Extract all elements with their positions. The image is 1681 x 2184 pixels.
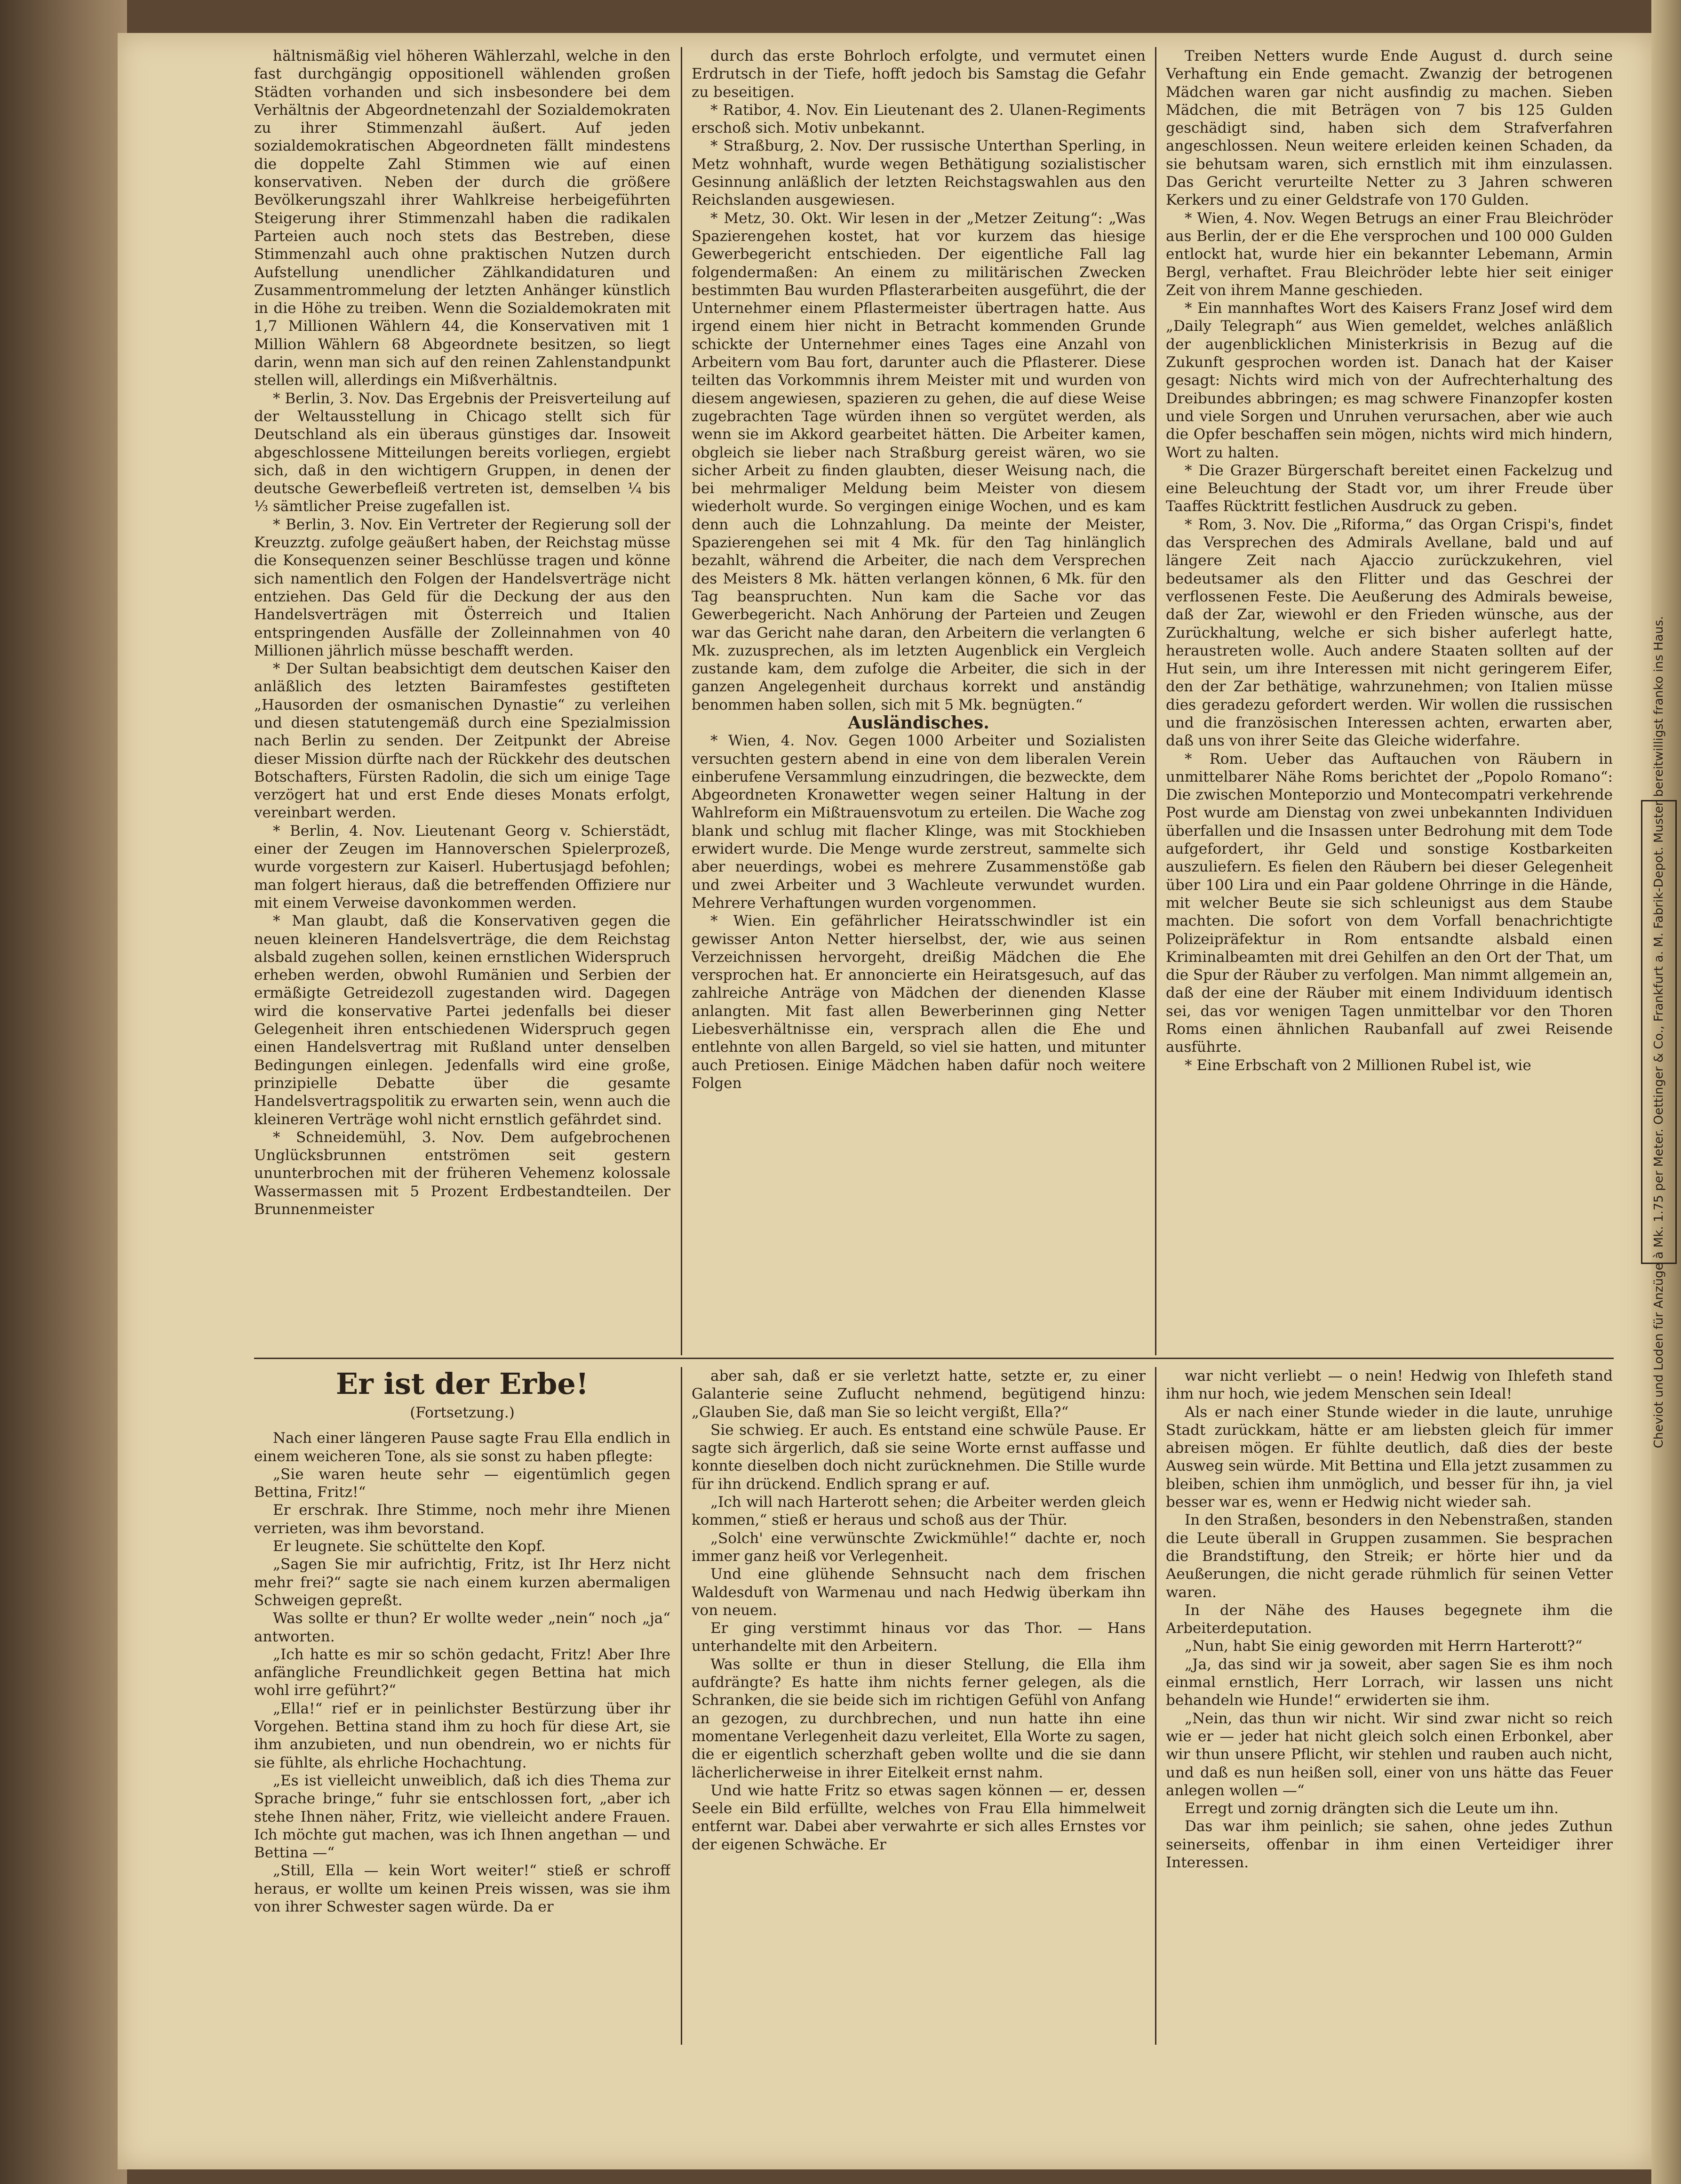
paragraph: „Ella!“ rief er in peinlichster Bestürzung über ihr Vorgehen. Bettina stand ihm zu hoch für diese Art, sie ihm anzubieten, und nun obendrein, wo er nichts für sie fühlte, als ehrliche Hochachtung.: [254, 1700, 670, 1771]
paragraph: Er leugnete. Sie schüttelte den Kopf.: [273, 1538, 546, 1555]
paragraph: * Wien, 4. Nov. Gegen 1000 Arbeiter und Sozialisten versuchten gestern abend in eine von dem liberalen Verein einberufene Versammlung einzudringen, die bezweckte, dem Abgeordneten Kronawetter wegen seiner Haltung in der Wahlreform ein Mißtrauensvotum zu erteilen. Die Wache zog blank und schlug mit flacher Klinge, was mit Stockhieben erwidert wurde. Die Menge wurde zerstreut, sammelte sich aber neuerdings, wobei es mehrere Zusammenstöße gab und zwei Arbeiter und 3 Wachleute verwundet wurden. Mehrere Verhaftungen wurden vorgenommen.: [692, 732, 1146, 912]
paragraph: Nach einer längeren Pause sagte Frau Ella endlich in einem weicheren Tone, als sie sonst zu haben pflegte:: [254, 1430, 670, 1465]
paragraph: „Sie waren heute sehr — eigentümlich gegen Bettina, Fritz!“: [254, 1465, 670, 1501]
column-rule: [681, 1367, 682, 2045]
paragraph: „Nein, das thun wir nicht. Wir sind zwar nicht so reich wie er — jeder hat nicht gleich solch einen Erbonkel, aber wir thun unsere Pflicht, wir stehlen und rauben auch nicht, und daß es nun heißen soll, einer von uns hätte das Feuer anlegen wollen —“: [1166, 1710, 1613, 1799]
column-rule: [681, 47, 682, 1355]
column-rule: [1155, 47, 1156, 1355]
advertisement-text: Cheviot und Loden für Anzüge à Mk. 1.75 per Meter. Oettinger & Co., Frankfurt a. M. Fabrik-Depot. Muster bereitwilligst franko ins Haus.: [1652, 616, 1666, 1448]
paragraph: * Rom, 3. Nov. Die „Riforma,“ das Organ Crispi's, findet das Versprechen des Admirals Avellane, bald und auf längere Zeit nach Ajaccio zurückzukehren, viel bedeutsamer als den Flitter und das Geschrei der verflossenen Feste. Die Aeußerung des Admirals beweise, daß der Zar, wiewohl er den Frieden wünsche, aus der Zurückhaltung, welche er sich bisher auferlegt hatte, heraustreten wolle. Auch andere Staaten sollten auf der Hut sein, um ihre Interessen mit nicht geringerem Eifer, den der Zar bethätige, wahrzunehmen; von Italien müsse dies geradezu gefordert werden. Wir wollen die russischen und die französischen Interessen achten, erwarten aber, daß uns von ihrer Seite das Gleiche widerfahre.: [1166, 516, 1613, 750]
story-title: Er ist der Erbe!: [335, 1367, 589, 1401]
column-top-1: [254, 47, 670, 1355]
column-story-3: [1166, 1367, 1613, 2045]
paragraph: „Solch' eine verwünschte Zwickmühle!“ dachte er, noch immer ganz heiß vor Verlegenheit.: [692, 1529, 1146, 1565]
paragraph: * Wien, 4. Nov. Wegen Betrugs an einer Frau Bleichröder aus Berlin, der er die Ehe versprochen und 100 000 Gulden entlockt hat, wurde hier ein bekannter Lebemann, Armin Bergl, verhaftet. Frau Bleichröder lebte hier seit einiger Zeit von ihrem Manne geschieden.: [1166, 209, 1613, 299]
paragraph: „Sagen Sie mir aufrichtig, Fritz, ist Ihr Herz nicht mehr frei?“ sagte sie nach einem kurzen abermaligen Schweigen gepreßt.: [254, 1556, 670, 1609]
column-story-2: [692, 1367, 1146, 2045]
paragraph: * Straßburg, 2. Nov. Der russische Unterthan Sperling, in Metz wohnhaft, wurde wegen Bethätigung sozialistischer Gesinnung anläßlich der letzten Reichstagswahlen aus den Reichslanden ausgewiesen.: [692, 137, 1146, 209]
section-heading: Ausländisches.: [848, 712, 989, 733]
vertical-advertisement: [1641, 616, 1677, 1448]
paragraph: * Berlin, 3. Nov. Ein Vertreter der Regierung soll der Kreuzztg. zufolge geäußert haben, der Reichstag müsse die Konsequenzen seiner Beschlüsse tragen und könne sich namentlich den Folgen der Handelsverträge nicht entziehen. Das Geld für die Deckung der aus den Handelsverträgen mit Österreich und Italien entspringenden Ausfälle der Zolleinnahmen von 40 Millionen jährlich müsse beschafft werden.: [254, 516, 670, 659]
paragraph: * Rom. Ueber das Auftauchen von Räubern in unmittelbarer Nähe Roms berichtet der „Popolo Romano“: Die zwischen Monteporzio und Montecompatri verkehrende Post wurde am Dienstag von zwei unbekannten Individuen überfallen und die Insassen unter Bedrohung mit dem Tode aufgefordert, ihr Geld und sonstige Kostbarkeiten auszuliefern. Es fielen den Räubern bei dieser Gelegenheit über 100 Lira und ein Paar goldene Ohrringe in die Hände, mit welcher Beute sie sich schleunigst aus dem Staube machten. Die sofort von dem Vorfall benachrichtigte Polizeipräfektur in Rom entsandte alsbald einen Kriminalbeamten mit drei Gehilfen an den Ort der That, um die Spur der Räuber zu verfolgen. Man nimmt allgemein an, daß der eine der Räuber mit einem Individuum identisch sei, das vor wenigen Tagen unmittelbar vor den Thoren Roms einen ähnlichen Raubanfall auf zwei Reisende ausführte.: [1166, 750, 1613, 1056]
paragraph: Als er nach einer Stunde wieder in die laute, unruhige Stadt zurückkam, hätte er am liebsten gleich für immer abreisen mögen. Er fühlte deutlich, daß dies der beste Ausweg sein würde. Mit Bettina und Ella jetzt zusammen zu bleiben, schien ihm unmöglich, und besser für ihn, ja viel besser war es, wenn er Hedwig nicht wieder sah.: [1166, 1403, 1613, 1511]
paragraph: In der Nähe des Hauses begegnete ihm die Arbeiterdeputation.: [1166, 1601, 1613, 1637]
paragraph: * Die Grazer Bürgerschaft bereitet einen Fackelzug und eine Beleuchtung der Stadt vor, um ihrer Freude über Taaffes Rücktritt festlichen Ausdruck zu geben.: [1166, 462, 1613, 515]
paragraph: * Man glaubt, daß die Konservativen gegen die neuen kleineren Handelsverträge, die dem Reichstag alsbald zugehen sollen, keinen ernstlichen Widerspruch erheben werden, obwohl Rumänien und Serbien der ermäßigte Getreidezoll zugestanden wird. Dagegen wird die konservative Partei jedenfalls bei dieser Gelegenheit ihren entschiedenen Widerspruch gegen einen Handelsvertrag mit Rußland unter denselben Bedingungen einlegen. Jedenfalls wird eine große, prinzipielle Debatte über die gesamte Handelsvertragspolitik zu erwarten sein, wenn auch die kleineren Verträge wohl nicht ernstlich gefährdet sind.: [254, 912, 670, 1128]
paragraph: * Schneidemühl, 3. Nov. Dem aufgebrochenen Unglücksbrunnen entströmen seit gestern ununterbrochen mit der früheren Vehemenz kolossale Wassermassen mit 5 Prozent Erdbestandteilen. Der Brunnenmeister: [254, 1128, 670, 1218]
paragraph: Was sollte er thun? Er wollte weder „nein“ noch „ja“ antworten.: [254, 1610, 670, 1645]
column-top-2: [692, 47, 1146, 1355]
paragraph: war nicht verliebt — o nein! Hedwig von Ihlefeth stand ihm nur hoch, wie jedem Menschen sein Ideal!: [1166, 1368, 1613, 1403]
section-divider: [254, 1358, 1614, 1359]
column-top-3: [1166, 47, 1613, 1355]
paragraph: * Berlin, 4. Nov. Lieutenant Georg v. Schierstädt, einer der Zeugen im Hannoverschen Spielerprozeß, wurde vorgestern zur Kaiserl. Hubertusjagd befohlen; man folgert hieraus, daß die betreffenden Offiziere nur mit einem Verweise davonkommen werden.: [254, 822, 670, 912]
column-rule: [1155, 1367, 1156, 2045]
paragraph: hältnismäßig viel höheren Wählerzahl, welche in den fast durchgängig oppositionell wählenden großen Städten vorhanden und sich insbesondere bei dem Verhältnis der Abgeordnetenzahl der Sozialdemokraten zu ihrer Stimmenzahl äußert. Auf jeden sozialdemokratischen Abgeordneten fällt mindestens die doppelte Zahl Stimmen wie auf einen konservativen. Neben der durch die größere Bevölkerungszahl ihrer Wahlkreise herbeigeführten Steigerung ihrer Stimmenzahl haben die radikalen Parteien auch noch stets das Bestreben, diese Stimmenzahl auch ohne praktischen Nutzen durch Aufstellung unendlicher Zählkandidaturen und Zusammentrommelung der letzten Anhänger künstlich in die Höhe zu treiben. Wenn die Sozialdemokraten mit 1,7 Millionen Wählern 44, die Konservativen mit 1 Million Wählern 68 Abgeordnete besitzen, so liegt darin, wenn man sich auf den reinen Zahlenstandpunkt stellen will, allerdings ein Mißverhältnis.: [254, 48, 670, 389]
story-subtitle: (Fortsetzung.): [410, 1404, 515, 1421]
paragraph: „Ich will nach Harterott sehen; die Arbeiter werden gleich kommen,“ stieß er heraus und schoß aus der Thür.: [692, 1494, 1146, 1529]
paragraph: Sie schwieg. Er auch. Es entstand eine schwüle Pause. Er sagte sich ärgerlich, daß sie seine Worte ernst auffasse und konnte dieselben doch nicht zurücknehmen. Die Stille wurde für ihn drückend. Endlich sprang er auf.: [692, 1421, 1146, 1493]
paragraph: „Es ist vielleicht unweiblich, daß ich dies Thema zur Sprache bringe,“ fuhr sie entschlossen fort, „aber ich stehe Ihnen näher, Fritz, wie vielleicht andere Frauen. Ich möchte gut machen, was ich Ihnen angethan — und Bettina —“: [254, 1772, 670, 1862]
paragraph: Und eine glühende Sehnsucht nach dem frischen Waldesduft von Warmenau und nach Hedwig überkam ihn von neuem.: [692, 1566, 1146, 1619]
paragraph: Das war ihm peinlich; sie sahen, ohne jedes Zuthun seinerseits, offenbar in ihm einen Verteidiger ihrer Interessen.: [1166, 1818, 1613, 1872]
paragraph: „Ja, das sind wir ja soweit, aber sagen Sie es ihm noch einmal ernstlich, Herr Lorrach, wir lassen uns nicht behandeln wie Hunde!“ erwiderten sie ihm.: [1166, 1656, 1613, 1709]
paragraph: Was sollte er thun in dieser Stellung, die Ella ihm aufdrängte? Es hatte ihm nichts ferner gelegen, als die Schranken, die sie beide sich im richtigen Gefühl von Anfang an gezogen, zu durchbrechen, und nun hatte ihn eine momentane Verlegenheit dazu verleitet, Ella Worte zu sagen, die er eigentlich scherzhaft geben wollte und die sie dann lächerlicherweise in ihrer Eitelkeit ernst nahm.: [692, 1656, 1146, 1781]
paragraph: Treiben Netters wurde Ende August d. durch seine Verhaftung ein Ende gemacht. Zwanzig der betrogenen Mädchen waren gar nicht ausfindig zu machen. Sieben Mädchen, die mit Beträgen von 7 bis 125 Gulden geschädigt sind, haben sich dem Strafverfahren angeschlossen. Neun weitere erleiden keinen Schaden, da sie behutsam waren, sich ernstlich mit ihm einzulassen. Das Gericht verurteilte Netter zu 3 Jahren schweren Kerkers und zu einer Geldstrafe von 170 Gulden.: [1166, 48, 1613, 209]
paragraph: * Der Sultan beabsichtigt dem deutschen Kaiser den anläßlich des letzten Bairamfestes gestifteten „Hausorden der osmanischen Dynastie“ zu verleihen und diesen statutengemäß durch eine Spezialmission nach Berlin zu senden. Der Zeitpunkt der Abreise dieser Mission dürfte nach der Rückkehr des deutschen Botschafters, Fürsten Radolin, die sich um einige Tage verzögert hat und erst Ende dieses Monats erfolgt, vereinbart werden.: [254, 660, 670, 822]
paragraph: * Ratibor, 4. Nov. Ein Lieutenant des 2. Ulanen-Regiments erschoß sich. Motiv unbekannt.: [692, 101, 1146, 137]
paragraph: Er erschrak. Ihre Stimme, noch mehr ihre Mienen verrieten, was ihm bevorstand.: [254, 1502, 670, 1537]
paragraph: „Still, Ella — kein Wort weiter!“ stieß er schroff heraus, er wollte um keinen Preis wissen, was sie ihm von ihrer Schwester sagen würde. Da er: [254, 1862, 670, 1916]
paragraph: Er ging verstimmt hinaus vor das Thor. — Hans unterhandelte mit den Arbeitern.: [692, 1620, 1146, 1655]
paragraph: Erregt und zornig drängten sich die Leute um ihn.: [1185, 1800, 1559, 1817]
paragraph: * Metz, 30. Okt. Wir lesen in der „Metzer Zeitung“: „Was Spazierengehen kostet, hat vor kurzem das hiesige Gewerbegericht entschieden. Der eigentliche Fall lag folgendermaßen: An einem zu militärischen Zwecken bestimmten Bau wurden Pflasterarbeiten ausgeführt, die der Unternehmer einem Pflastermeister übertragen hatte. Aus irgend einem hier nicht in Betracht kommenden Grunde schickte der Unternehmer eines Tages eine Anzahl von Arbeitern vom Bau fort, darunter auch die Pflasterer. Diese teilten das Vorkommnis ihrem Meister mit und wurden von diesem angewiesen, spazieren zu gehen, die auf diese Weise zugebrachten Tage würden ihnen so vergütet werden, als wenn sie im Akkord gearbeitet hätten. Die Arbeiter kamen, obgleich sie lieber nach Straßburg gereist wären, wo sie sicher Arbeit zu finden glaubten, dieser Weisung nach, die bei mehrmaliger Meldung beim Meister von diesem wiederholt wurde. So vergingen einige Wochen, und es kam denn auch die Lohnzahlung. Da meinte der Meister, Spazierengehen sei mit 4 Mk. für den Tag hinlänglich bezahlt, während die Arbeiter, die nach dem Versprechen des Meisters 8 Mk. hätten verlangen können, 6 Mk. für den Tag beanspruchten. Nun kam die Sache vor das Gewerbegericht. Nach Anhörung der Parteien und Zeugen war das Gericht nahe daran, den Arbeitern die verlangten 6 Mk. zuzusprechen, als im letzten Augenblick ein Vergleich zustande kam, dem zufolge die Arbeiter, die sich in der ganzen Angelegenheit durchaus korrekt und anständig benommen haben sollen, sich mit 5 Mk. begnügten.“: [692, 209, 1146, 713]
paragraph: * Ein mannhaftes Wort des Kaisers Franz Josef wird dem „Daily Telegraph“ aus Wien gemeldet, welches anläßlich der augenblicklichen Ministerkrisis in Bezug auf die Zukunft gesprochen worden ist. Danach hat der Kaiser gesagt: Nichts wird mich von der Aufrechterhaltung des Dreibundes abbringen; es mag schwere Finanzopfer kosten und viele Sorgen und Unruhen verursachen, aber wie auch die Opfer beschaffen sein mögen, nichts wird mich hindern, Wort zu halten.: [1166, 300, 1613, 461]
book-binding: [0, 0, 127, 2184]
paragraph: * Eine Erbschaft von 2 Millionen Rubel ist, wie: [1185, 1056, 1531, 1074]
paragraph: In den Straßen, besonders in den Nebenstraßen, standen die Leute überall in Gruppen zusammen. Sie besprachen die Brandstiftung, den Streik; er hörte hier und da Aeußerungen, die nicht gerade rühmlich für seinen Vetter waren.: [1166, 1512, 1613, 1601]
paragraph: Und wie hatte Fritz so etwas sagen können — er, dessen Seele ein Bild erfüllte, welches von Frau Ella himmelweit entfernt war. Dabei aber verwahrte er sich alles Ernstes vor der eigenen Schwäche. Er: [692, 1782, 1146, 1853]
paragraph: aber sah, daß er sie verletzt hatte, setzte er, zu einer Galanterie seine Zuflucht nehmend, begütigend hinzu: „Glauben Sie, daß man Sie so leicht vergißt, Ella?“: [692, 1368, 1146, 1421]
paragraph: * Berlin, 3. Nov. Das Ergebnis der Preisverteilung auf der Weltausstellung in Chicago stellt sich für Deutschland als ein überaus günstiges dar. Insoweit abgeschlossene Mitteilungen bereits vorliegen, ergiebt sich, daß in den wichtigern Gruppen, in denen der deutsche Gewerbefleiß vertreten ist, demselben ¼ bis ⅓ sämtlicher Preise zugefallen ist.: [254, 390, 670, 515]
paragraph: durch das erste Bohrloch erfolgte, und vermutet einen Erdrutsch in der Tiefe, hofft jedoch bis Samstag die Gefahr zu beseitigen.: [692, 48, 1146, 101]
paragraph: * Wien. Ein gefährlicher Heiratsschwindler ist ein gewisser Anton Netter hierselbst, der, wie aus seinen Verzeichnissen hervorgeht, dreißig Mädchen die Ehe versprochen hat. Er annoncierte ein Heiratsgesuch, auf das zahlreiche Anträge von Mädchen der dienenden Klasse anlangten. Mit fast allen Bewerberinnen ging Netter Liebesverhältnisse ein, versprach allen die Ehe und entlehnte von allen Bargeld, so viel sie hatten, und mitunter auch Pretiosen. Einige Mädchen haben dafür noch weitere Folgen: [692, 912, 1146, 1092]
column-story-1: [254, 1367, 670, 2045]
paragraph: „Nun, habt Sie einig geworden mit Herrn Harterott?“: [1185, 1638, 1583, 1655]
paragraph: „Ich hatte es mir so schön gedacht, Fritz! Aber Ihre anfängliche Freundlichkeit gegen Bettina hat mich wohl irre geführt?“: [254, 1646, 670, 1699]
